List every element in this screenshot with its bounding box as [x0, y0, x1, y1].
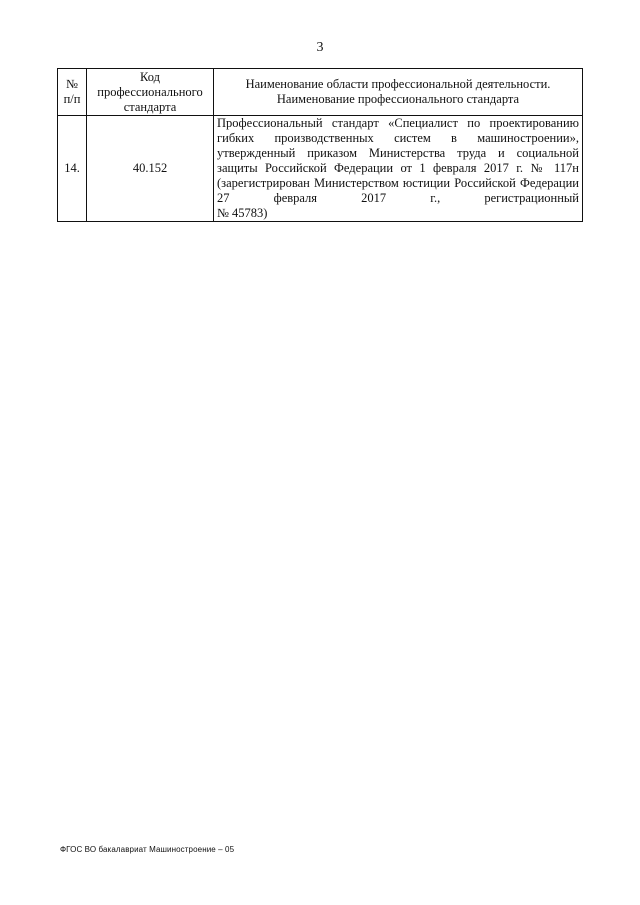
- document-footer: ФГОС ВО бакалавриат Машиностроение – 05: [60, 845, 235, 854]
- row-num: 14.: [58, 116, 87, 222]
- table-row: [58, 116, 583, 222]
- header-name: [214, 69, 583, 116]
- header-code: Код профессионального стандарта: [87, 69, 214, 116]
- header-num: № п/п: [58, 69, 87, 116]
- row-name-last: № 45783): [217, 206, 268, 220]
- table-header-row: [58, 69, 583, 116]
- header-name-line1: Наименование области профессиональной деятельности.: [245, 77, 551, 91]
- row-name: [214, 116, 583, 222]
- header-name-line2: Наименование профессионального стандарта: [276, 92, 520, 106]
- professional-standards-table: [57, 68, 583, 222]
- row-code: 40.152: [87, 116, 214, 222]
- page-number: 3: [316, 40, 324, 55]
- row-name-main: Профессиональный стандарт «Специалист по проектированию гибких производственных систем в машиностроении», утвержденный приказом Министерства труда и социальной защиты Российской Федерации от 1 февраля 2017 г. № 117н (зарегистрирован Министерством юстиции Российской Федерации 27 февраля 2017 г., регистрационный: [217, 116, 579, 205]
